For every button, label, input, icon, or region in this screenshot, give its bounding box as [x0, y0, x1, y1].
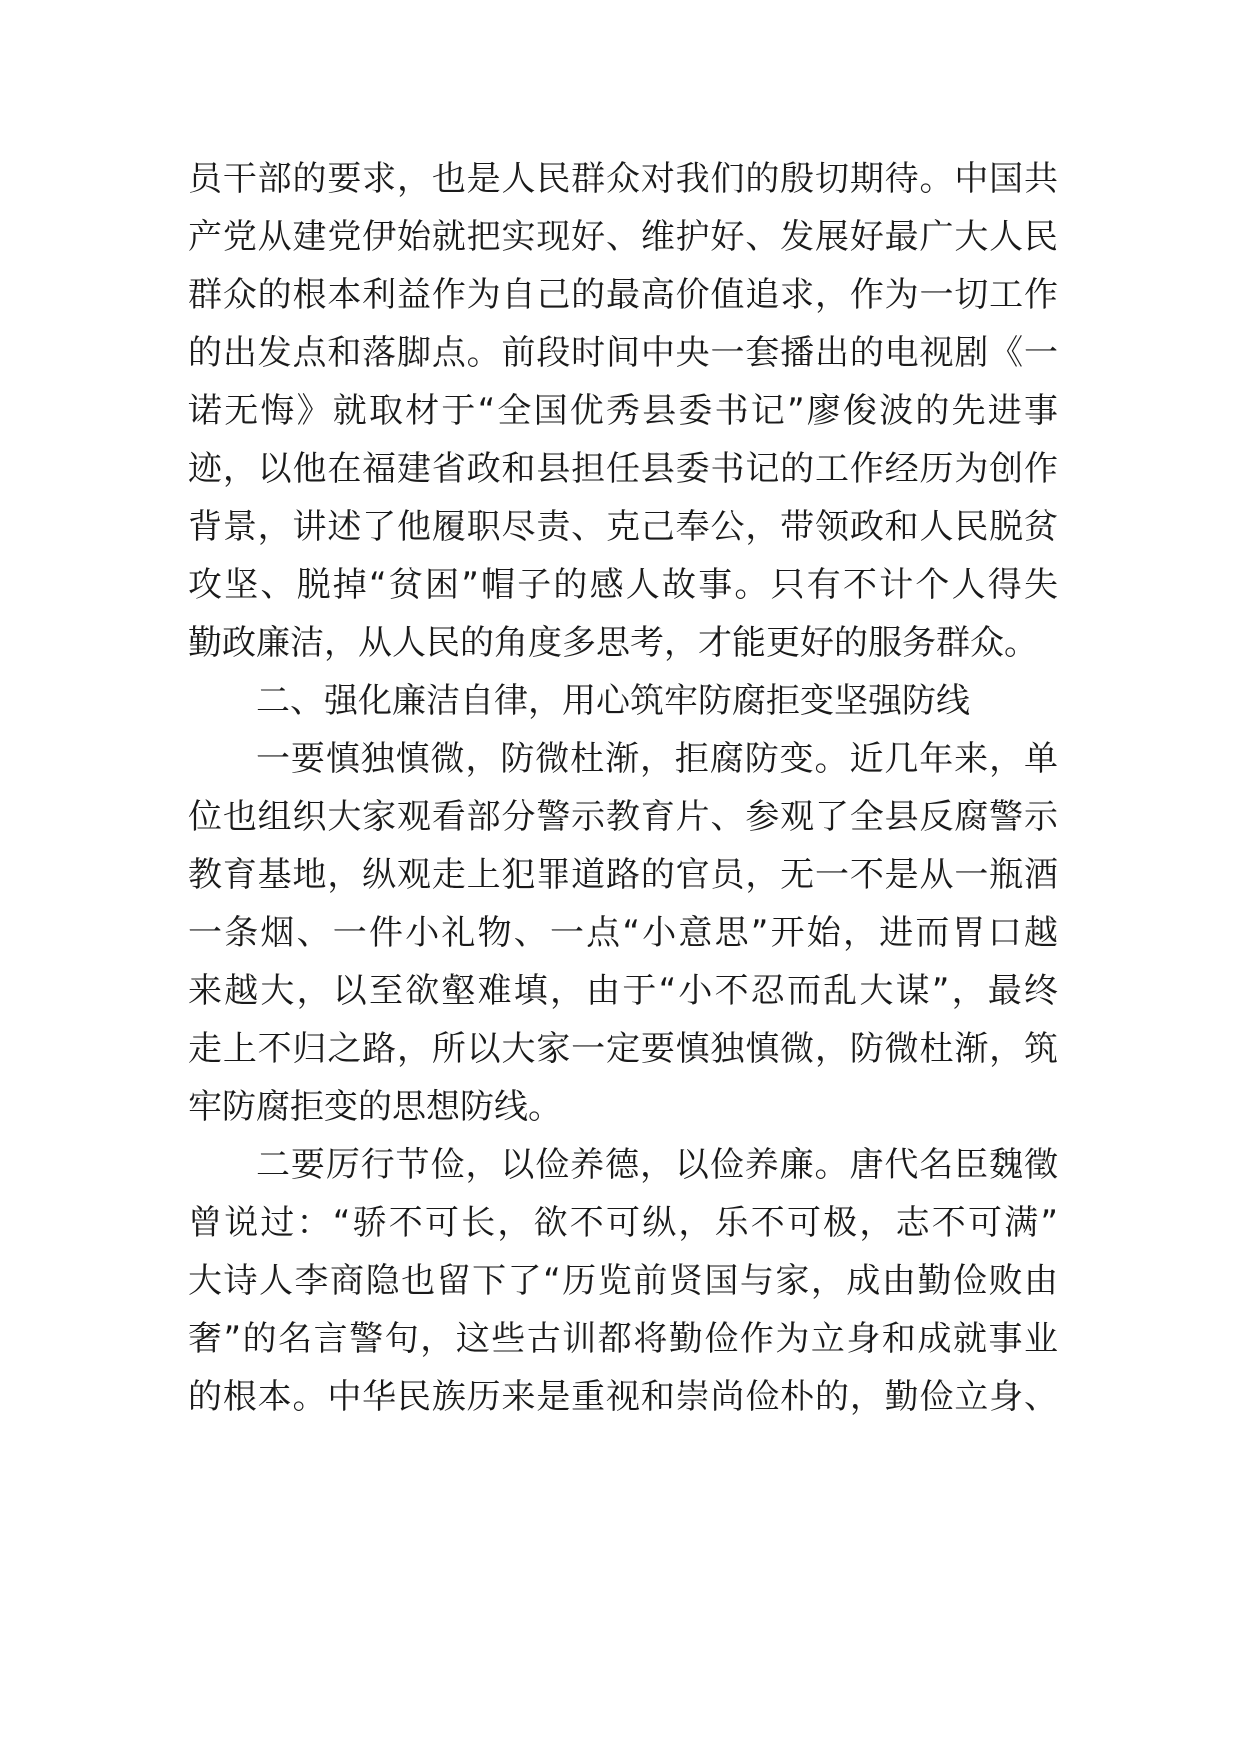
text-line: 背景，讲述了他履职尽责、克己奉公，带领政和人民脱贫 [188, 507, 1058, 547]
text-line: 奢”的名言警句，这些古训都将勤俭作为立身和成就事业 [188, 1319, 1058, 1359]
text-line: 产党从建党伊始就把实现好、维护好、发展好最广大人民 [188, 217, 1058, 257]
text-line: 二要厉行节俭，以俭养德，以俭养廉。唐代名臣魏徵 [256, 1145, 1058, 1185]
text-line: 诺无悔》就取材于“全国优秀县委书记”廖俊波的先进事 [188, 391, 1058, 431]
text-line: 的出发点和落脚点。前段时间中央一套播出的电视剧《一 [188, 333, 1058, 373]
text-line: 牢防腐拒变的思想防线。 [188, 1087, 562, 1127]
text-line: 一要慎独慎微，防微杜渐，拒腐防变。近几年来，单 [256, 739, 1058, 779]
text-line: 员干部的要求，也是人民群众对我们的殷切期待。中国共 [188, 159, 1058, 199]
text-line: 大诗人李商隐也留下了“历览前贤国与家，成由勤俭败由 [188, 1261, 1058, 1301]
text-line: 群众的根本利益作为自己的最高价值追求，作为一切工作 [188, 275, 1058, 315]
text-line: 一条烟、一件小礼物、一点“小意思”开始，进而胃口越 [188, 913, 1058, 953]
text-line: 来越大，以至欲壑难填，由于“小不忍而乱大谋”，最终 [188, 971, 1058, 1011]
section-heading: 二、强化廉洁自律，用心筑牢防腐拒变坚强防线 [256, 681, 970, 721]
text-line: 教育基地，纵观走上犯罪道路的官员，无一不是从一瓶酒 [188, 855, 1058, 895]
text-line: 曾说过：“骄不可长，欲不可纵，乐不可极，志不可满” [188, 1203, 1058, 1243]
text-line: 攻坚、脱掉“贫困”帽子的感人故事。只有不计个人得失 [188, 565, 1058, 605]
text-line: 位也组织大家观看部分警示教育片、参观了全县反腐警示 [188, 797, 1058, 837]
text-line: 的根本。中华民族历来是重视和崇尚俭朴的，勤俭立身、 [188, 1377, 1058, 1417]
text-line: 勤政廉洁，从人民的角度多思考，才能更好的服务群众。 [188, 623, 1038, 663]
text-line: 走上不归之路，所以大家一定要慎独慎微，防微杜渐，筑 [188, 1029, 1058, 1069]
text-line: 迹，以他在福建省政和县担任县委书记的工作经历为创作 [188, 449, 1058, 489]
